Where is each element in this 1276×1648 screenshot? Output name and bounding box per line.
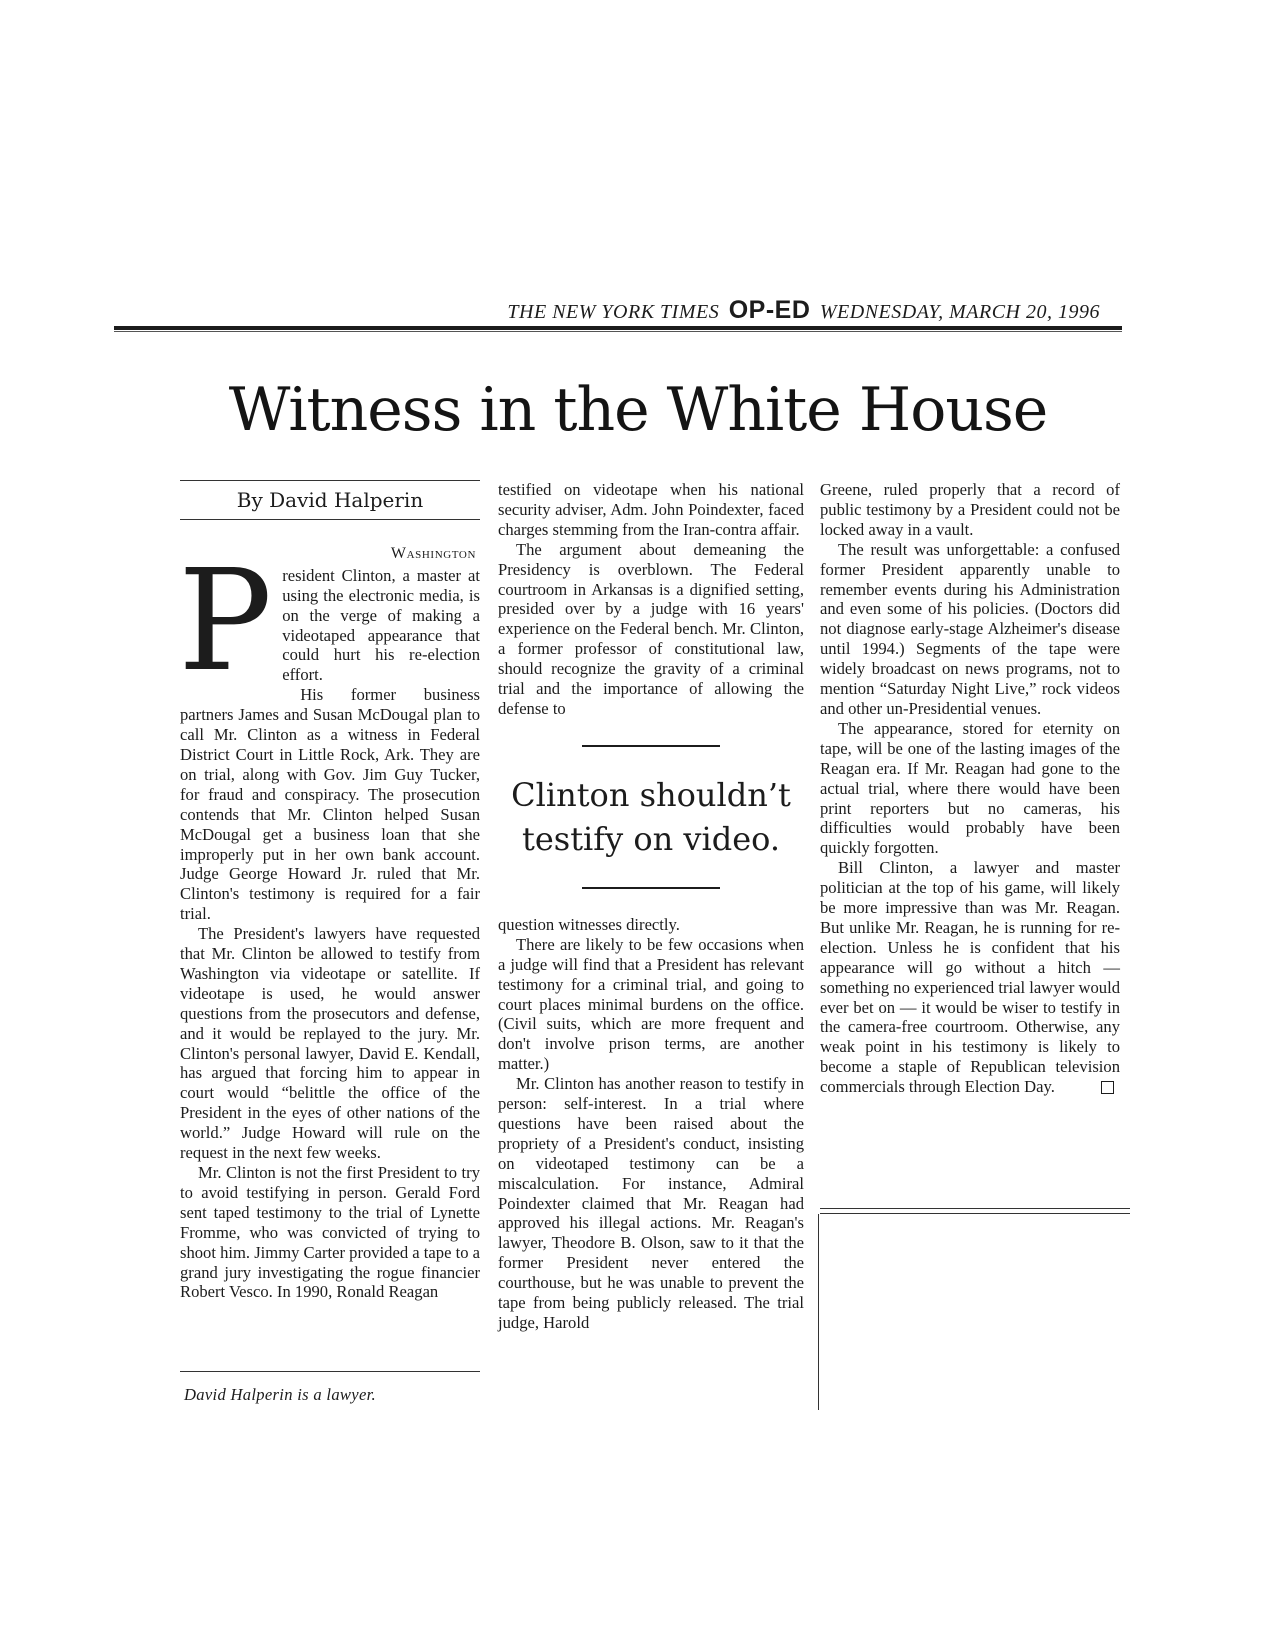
paragraph: Greene, ruled properly that a record of public testimony by a President could not be locked away in a vault. [820,480,1120,539]
paragraph: The result was unforgettable: a confused former President apparently unable to remember events during his Administration and even some of his policies. (Doctors did not diagnose early-stage Alzheimer's disease until 1994.) Segments of the tape were widely broadcast on news programs, not to mention “Saturday Night Live,” rock videos and other un-Presidential venues. [820,539,1120,718]
final-text: Bill Clinton, a lawyer and master politician at the top of his game, will likely be more impressive than was Mr. Reagan. But unlike Mr. Reagan, he is running for re-election. Unless he is confident that his appearance will go without a hitch — something no experienced trial lawyer would ever bet on — it would be wiser to testify in the camera-free courtroom. Otherwise, any weak point in his testimony is likely to become a staple of Republican television commercials through Election Day. [820,858,1120,1097]
masthead-rule-thin [114,331,1122,332]
pull-quote-text: Clinton shouldn’t testify on video. [511,775,791,858]
column-2 [498,480,804,1333]
end-mark-icon [1101,1081,1114,1094]
drop-cap: P [178,539,273,703]
headline: Witness in the White House [228,375,1048,445]
paragraph-final [820,858,1120,1097]
pull-quote [498,745,804,889]
paragraph: testified on videotape when his national security adviser, Adm. John Poindexter, faced charges stemming from the Iran-contra affair. [498,480,804,539]
paragraph: His former business partners James and Susan McDougal plan to call Mr. Clinton as a witness in Federal District Court in Little Rock, Ark. They are on trial, along with Gov. Jim Guy Tucker, for fraud and conspiracy. The prosecution contends that Mr. Clinton helped Susan McDougal get a business loan that she improperly put in her own bank account. Judge George Howard Jr. ruled that Mr. Clinton's testimony is required for a fair trial. [180,685,480,924]
paragraph: Mr. Clinton is not the first President to try to avoid testifying in person. Gerald Ford sent taped testimony to the trial of Lynette Fromme, who was convicted of trying to shoot him. Jimmy Carter provided a tape to a grand jury investigating the rogue financier Robert Vesco. In 1990, Ronald Reagan [180,1163,481,1302]
column-3 [820,480,1120,1097]
paragraph: The argument about demeaning the Presidency is overblown. The Federal courtroom in Arkansas is a dignified setting, presided over by a judge with 16 years' experience on the Federal bench. Mr. Clinton, a former professor of constitutional law, should recognize the gravity of a criminal trial and the importance of allowing the defense to [498,539,804,718]
column-divider [818,1214,819,1410]
paragraph: There are likely to be few occasions when a judge will find that a President has relevant testimony for a criminal trial, and going to court places minimal burdens on the office. (Civil suits, which are more frequent and don't involve prison terms, are another matter.) [498,934,804,1074]
masthead-section: OP-ED [728,296,811,324]
lead-text: resident Clinton, a master at using the electronic media, is on the verge of making a videotaped appearance that could hurt his re-election effort. [282,565,480,685]
dateline: Washington [390,544,476,562]
byline-rule-bottom [180,519,480,520]
pull-quote-rule-bottom [582,887,720,889]
column-3-end-rule [820,1208,1130,1209]
masthead-date: WEDNESDAY, MARCH 20, 1996 [819,301,1100,323]
author-bio: David Halperin is a lawyer. [184,1385,376,1404]
masthead-paper: THE NEW YORK TIMES [507,301,720,323]
paragraph: question witnesses directly. [498,914,680,934]
bio-rule [180,1371,480,1372]
column-1 [180,480,480,1302]
column-3-end-rule-thin [820,1213,1130,1214]
paragraph: Mr. Clinton has another reason to testify in person: self-interest. In a trial where questions have been raised about the propriety of a President's conduct, insisting on videotaped testimony can be a miscalculation. For instance, Admiral Poindexter claimed that Mr. Reagan had approved his illegal actions. Mr. Reagan's lawyer, Theodore B. Olson, saw to it that the former President never entered the courthouse, but he was unable to prevent the tape from being publicly released. The trial judge, Harold [498,1074,804,1332]
paragraph: The President's lawyers have requested that Mr. Clinton be allowed to testify from Washington via videotape or satellite. If videotape is used, he would answer questions from the prosecutors and defense, and it would be replayed to the jury. Mr. Clinton's personal lawyer, David E. Kendall, has argued that forcing him to appear in court would “belittle the office of the President in the eyes of other nations of the world.” Judge Howard will rule on the request in the next few weeks. [180,924,480,1163]
masthead-rule [114,326,1122,330]
paragraph: The appearance, stored for eternity on tape, will be one of the lasting images of the Reagan era. If Mr. Reagan had gone to the actual trial, where there would have been print reporters but no cameras, his difficulties would probably have been quickly forgotten. [820,718,1120,858]
byline: By David Halperin [236,488,424,512]
masthead [0,296,1100,326]
